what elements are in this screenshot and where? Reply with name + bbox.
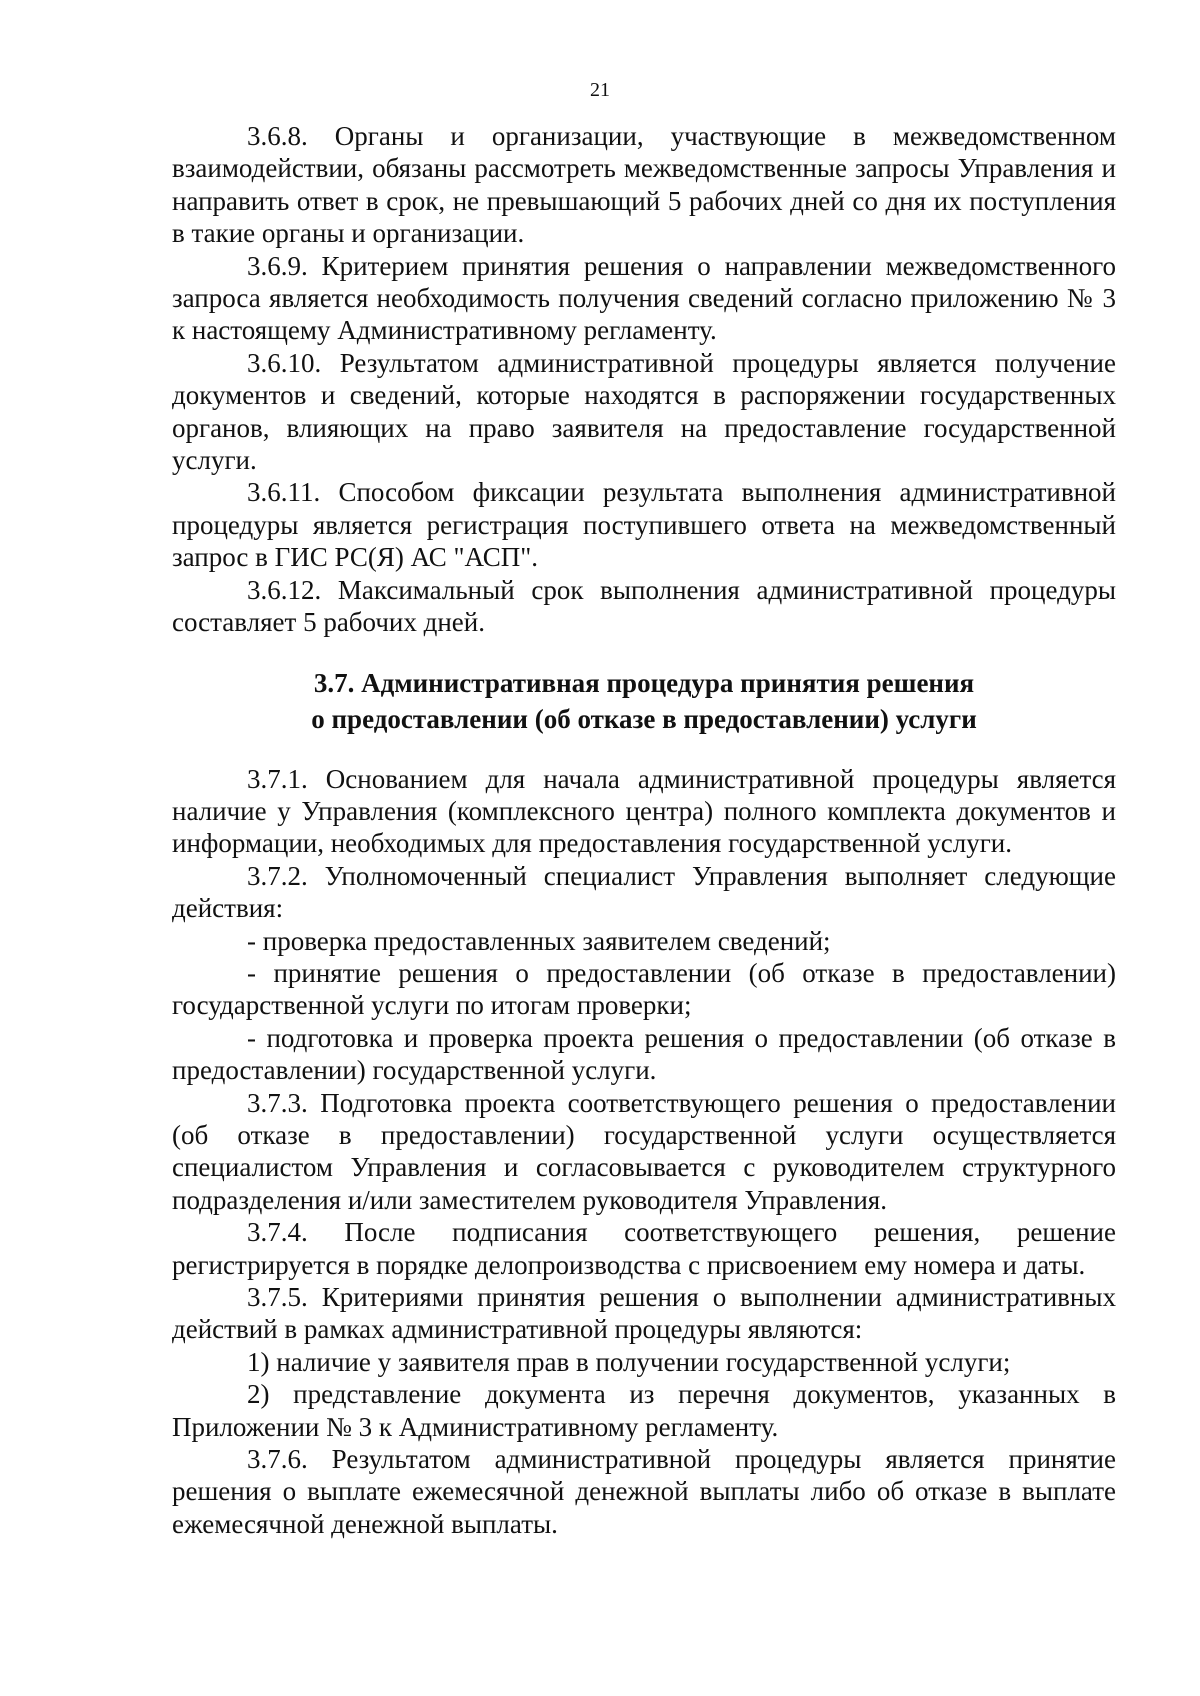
- paragraph-3-7-5: 3.7.5. Критериями принятия решения о выполнении административных действий в рамках административной процедуры являются:: [172, 1282, 1116, 1345]
- paragraph-3-6-8: 3.6.8. Органы и организации, участвующие в межведомственном взаимодействии, обязаны рассмотреть межведомственные запросы Управления и направить ответ в срок, не превышающий 5 рабочих дней со дня их поступления в такие органы и организации.: [172, 121, 1116, 249]
- paragraph-3-7-6: 3.7.6. Результатом административной процедуры является принятие решения о выплате ежемесячной денежной выплаты либо об отказе в выплате ежемесячной денежной выплаты.: [172, 1444, 1116, 1539]
- paragraph-3-6-11: 3.6.11. Способом фиксации результата выполнения административной процедуры является регистрация поступившего ответа на межведомственный запрос в ГИС РС(Я) АС "АСП".: [172, 477, 1116, 573]
- list-item-decision: - принятие решения о предоставлении (об отказе в предоставлении) государственной услуги по итогам проверки;: [172, 957, 1116, 1021]
- paragraph-3-7-2: 3.7.2. Уполномоченный специалист Управления выполняет следующие действия:: [172, 860, 1116, 924]
- paragraph-3-7-1: 3.7.1. Основанием для начала административной процедуры является наличие у Управления (комплексного центра) полного комплекта документов и информации, необходимых для предоставления государственной услуги.: [172, 763, 1116, 859]
- page-number: 21: [590, 79, 610, 101]
- paragraph-3-6-12: 3.6.12. Максимальный срок выполнения административной процедуры составляет 5 рабочих дней.: [172, 574, 1116, 638]
- document-body: [172, 120, 1116, 1540]
- criterion-item-2: 2) представление документа из перечня документов, указанных в Приложении № 3 к Административному регламенту.: [172, 1379, 1116, 1442]
- paragraph-3-6-10: 3.6.10. Результатом административной процедуры является получение документов и сведений, которые находятся в распоряжении государственных органов, влияющих на право заявителя на предоставление государственной услуги.: [172, 347, 1116, 476]
- list-item-check-info: - проверка предоставленных заявителем сведений;: [247, 925, 831, 956]
- section-heading-3-7: [172, 665, 1116, 737]
- section-heading-line-2: о предоставлении (об отказе в предоставлении) услуги: [311, 703, 977, 734]
- section-heading-line-1: 3.7. Административная процедура принятия решения: [313, 667, 975, 698]
- paragraph-3-7-4: 3.7.4. После подписания соответствующего решения, решение регистрируется в порядке делопроизводства с присвоением ему номера и даты.: [172, 1217, 1116, 1280]
- criterion-item-1: 1) наличие у заявителя прав в получении государственной услуги;: [247, 1346, 1011, 1377]
- paragraph-3-6-9: 3.6.9. Критерием принятия решения о направлении межведомственного запроса является необходимость получения сведений согласно приложению № 3 к настоящему Административному регламенту.: [172, 250, 1116, 346]
- list-item-draft-decision: - подготовка и проверка проекта решения о предоставлении (об отказе в предоставлении) государственной услуги.: [172, 1022, 1116, 1086]
- paragraph-3-7-3: 3.7.3. Подготовка проекта соответствующего решения о предоставлении (об отказе в предоставлении) государственной услуги осуществляется специалистом Управления и согласовывается с руководителем структурного подразделения и/или заместителем руководителя Управления.: [172, 1087, 1116, 1215]
